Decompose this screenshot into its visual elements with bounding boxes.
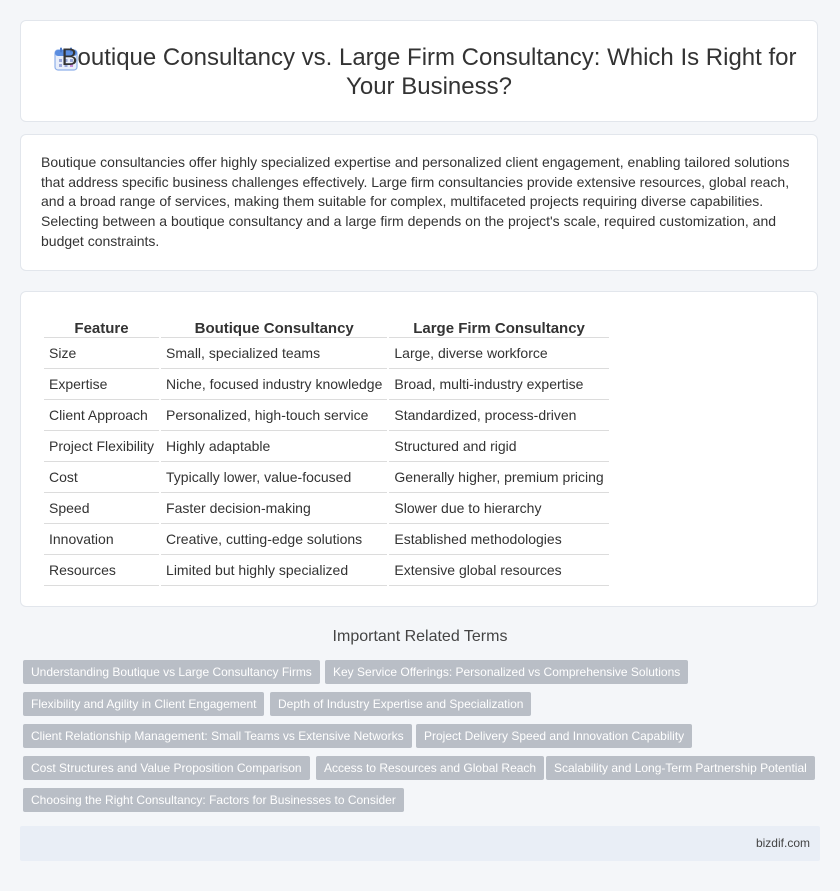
cell-large-firm: Standardized, process-driven (389, 400, 608, 431)
cell-feature: Speed (44, 493, 159, 524)
cell-feature: Project Flexibility (44, 431, 159, 462)
footer (20, 826, 820, 861)
cell-feature: Size (44, 338, 159, 369)
header-feature: Feature (44, 314, 159, 338)
header-boutique: Boutique Consultancy (161, 314, 387, 338)
related-term-tag[interactable]: Cost Structures and Value Proposition Comparison (23, 756, 310, 780)
cell-boutique: Niche, focused industry knowledge (161, 369, 387, 400)
cell-feature: Innovation (44, 524, 159, 555)
table-row (44, 431, 609, 462)
cell-boutique: Small, specialized teams (161, 338, 387, 369)
related-term-tag[interactable]: Depth of Industry Expertise and Specialization (270, 692, 531, 716)
cell-boutique: Typically lower, value-focused (161, 462, 387, 493)
related-term-tag[interactable]: Scalability and Long-Term Partnership Potential (546, 756, 815, 780)
table-row (44, 524, 609, 555)
cell-feature: Resources (44, 555, 159, 586)
related-terms-title: Important Related Terms (332, 628, 508, 645)
cell-feature: Cost (44, 462, 159, 493)
cell-feature: Client Approach (44, 400, 159, 431)
header-card (20, 20, 818, 122)
intro-card (20, 134, 818, 271)
table-row (44, 555, 609, 586)
intro-text: Boutique consultancies offer highly specialized expertise and personalized client engagement, enabling tailored solutions that address specific business challenges effectively. Large firm consultancies provide extensive resources, global reach, and a broad range of services, making them suitable for complex, multifaceted projects requiring diverse capabilities. Selecting between a boutique consultancy and a large firm depends on the project's scale, required customization, and budget constraints. (41, 154, 790, 249)
related-term-tag[interactable]: Client Relationship Management: Small Teams vs Extensive Networks (23, 724, 412, 748)
cell-boutique: Highly adaptable (161, 431, 387, 462)
header-large-firm: Large Firm Consultancy (389, 314, 608, 338)
table-row (44, 462, 609, 493)
cell-large-firm: Generally higher, premium pricing (389, 462, 608, 493)
related-term-tag[interactable]: Choosing the Right Consultancy: Factors for Businesses to Consider (23, 788, 404, 812)
table-row (44, 493, 609, 524)
cell-large-firm: Large, diverse workforce (389, 338, 608, 369)
cell-large-firm: Established methodologies (389, 524, 608, 555)
cell-large-firm: Extensive global resources (389, 555, 608, 586)
cell-boutique: Personalized, high-touch service (161, 400, 387, 431)
comparison-table-card (20, 291, 818, 607)
table-header-row (44, 314, 609, 338)
related-term-tag[interactable]: Key Service Offerings: Personalized vs Comprehensive Solutions (325, 660, 688, 684)
cell-boutique: Limited but highly specialized (161, 555, 387, 586)
cell-large-firm: Slower due to hierarchy (389, 493, 608, 524)
comparison-table (42, 314, 611, 586)
related-term-tag[interactable]: Flexibility and Agility in Client Engagement (23, 692, 264, 716)
cell-large-firm: Structured and rigid (389, 431, 608, 462)
related-term-tag[interactable]: Project Delivery Speed and Innovation Capability (416, 724, 692, 748)
table-row (44, 338, 609, 369)
table-row (44, 369, 609, 400)
cell-feature: Expertise (44, 369, 159, 400)
page-title: Boutique Consultancy vs. Large Firm Consultancy: Which Is Right for Your Business? (61, 44, 797, 100)
related-term-tag[interactable]: Understanding Boutique vs Large Consultancy Firms (23, 660, 320, 684)
cell-large-firm: Broad, multi-industry expertise (389, 369, 608, 400)
related-term-tag[interactable]: Access to Resources and Global Reach (316, 756, 544, 780)
table-row (44, 400, 609, 431)
footer-site: bizdif.com (755, 836, 810, 850)
cell-boutique: Faster decision-making (161, 493, 387, 524)
cell-boutique: Creative, cutting-edge solutions (161, 524, 387, 555)
